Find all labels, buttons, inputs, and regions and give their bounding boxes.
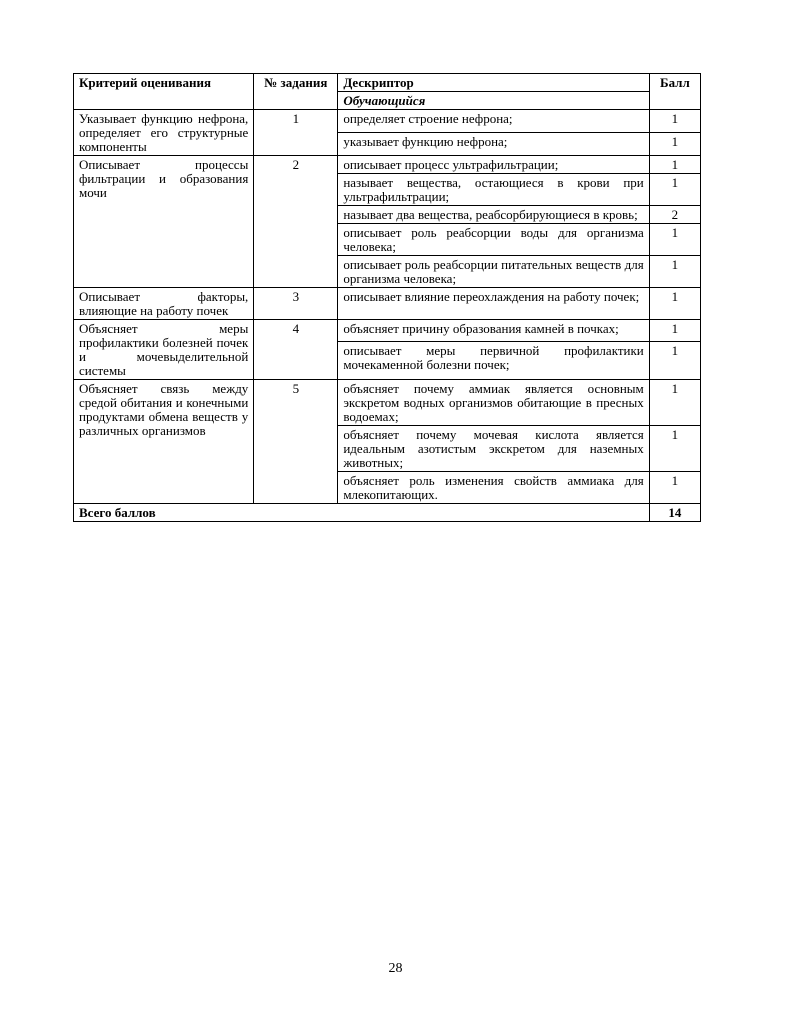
table-row (74, 288, 701, 320)
descriptor-cell: описывает процесс ультрафильтрации; (338, 156, 649, 174)
score-cell: 1 (649, 472, 700, 504)
descriptor-cell: объясняет причину образования камней в почках; (338, 320, 649, 342)
criterion-cell: Указывает функцию нефрона, определяет его структурные компоненты (74, 110, 254, 156)
header-score: Балл (649, 74, 700, 110)
table-row (74, 320, 701, 342)
score-cell: 1 (649, 156, 700, 174)
score-cell: 1 (649, 256, 700, 288)
header-criterion: Критерий оценивания (74, 74, 254, 110)
page-number: 28 (388, 961, 403, 976)
task-number-cell: 5 (254, 380, 338, 504)
score-cell: 1 (649, 288, 700, 320)
score-cell: 1 (649, 341, 700, 379)
task-number-cell: 3 (254, 288, 338, 320)
table-row (74, 380, 701, 426)
header-descriptor: Дескриптор (338, 74, 649, 92)
score-cell: 1 (649, 426, 700, 472)
criterion-cell: Описывает процессы фильтрации и образования мочи (74, 156, 254, 288)
score-cell: 1 (649, 174, 700, 206)
descriptor-cell: называет два вещества, реабсорбирующиеся в кровь; (338, 206, 649, 224)
task-number-cell: 4 (254, 320, 338, 380)
descriptor-cell: определяет строение нефрона; (338, 110, 649, 133)
task-number-cell: 1 (254, 110, 338, 156)
total-row (74, 504, 701, 522)
criterion-cell: Объясняет меры профилактики болезней почек и мочевыделительной системы (74, 320, 254, 380)
table-row (74, 156, 701, 174)
table-header (74, 74, 701, 110)
header-descriptor-sub: Обучающийся (338, 92, 649, 110)
score-cell: 1 (649, 110, 700, 133)
descriptor-cell: описывает меры первичной профилактики мочекаменной болезни почек; (338, 341, 649, 379)
descriptor-cell: описывает влияние переохлаждения на работу почек; (338, 288, 649, 320)
score-cell: 1 (649, 320, 700, 342)
descriptor-cell: описывает роль реабсорции питательных веществ для организма человека; (338, 256, 649, 288)
descriptor-cell: объясняет почему аммиак является основным экскретом водных организмов обитающие в пресных водоемах; (338, 380, 649, 426)
descriptor-cell: объясняет почему мочевая кислота является идеальным азотистым экскретом для наземных животных; (338, 426, 649, 472)
header-task-number: № задания (254, 74, 338, 110)
score-cell: 2 (649, 206, 700, 224)
total-label: Всего баллов (74, 504, 650, 522)
score-cell: 1 (649, 380, 700, 426)
table-body (74, 110, 701, 504)
task-number-cell: 2 (254, 156, 338, 288)
table-row (74, 110, 701, 133)
descriptor-cell: описывает роль реабсорции воды для организма человека; (338, 224, 649, 256)
descriptor-cell: называет вещества, остающиеся в крови при ультрафильтрации; (338, 174, 649, 206)
descriptor-cell: указывает функцию нефрона; (338, 133, 649, 156)
criterion-cell: Описывает факторы, влияющие на работу почек (74, 288, 254, 320)
criterion-cell: Объясняет связь между средой обитания и конечными продуктами обмена веществ у различных организмов (74, 380, 254, 504)
assessment-rubric-table (73, 73, 701, 522)
descriptor-cell: объясняет роль изменения свойств аммиака для млекопитающих. (338, 472, 649, 504)
score-cell: 1 (649, 133, 700, 156)
total-value: 14 (649, 504, 700, 522)
score-cell: 1 (649, 224, 700, 256)
